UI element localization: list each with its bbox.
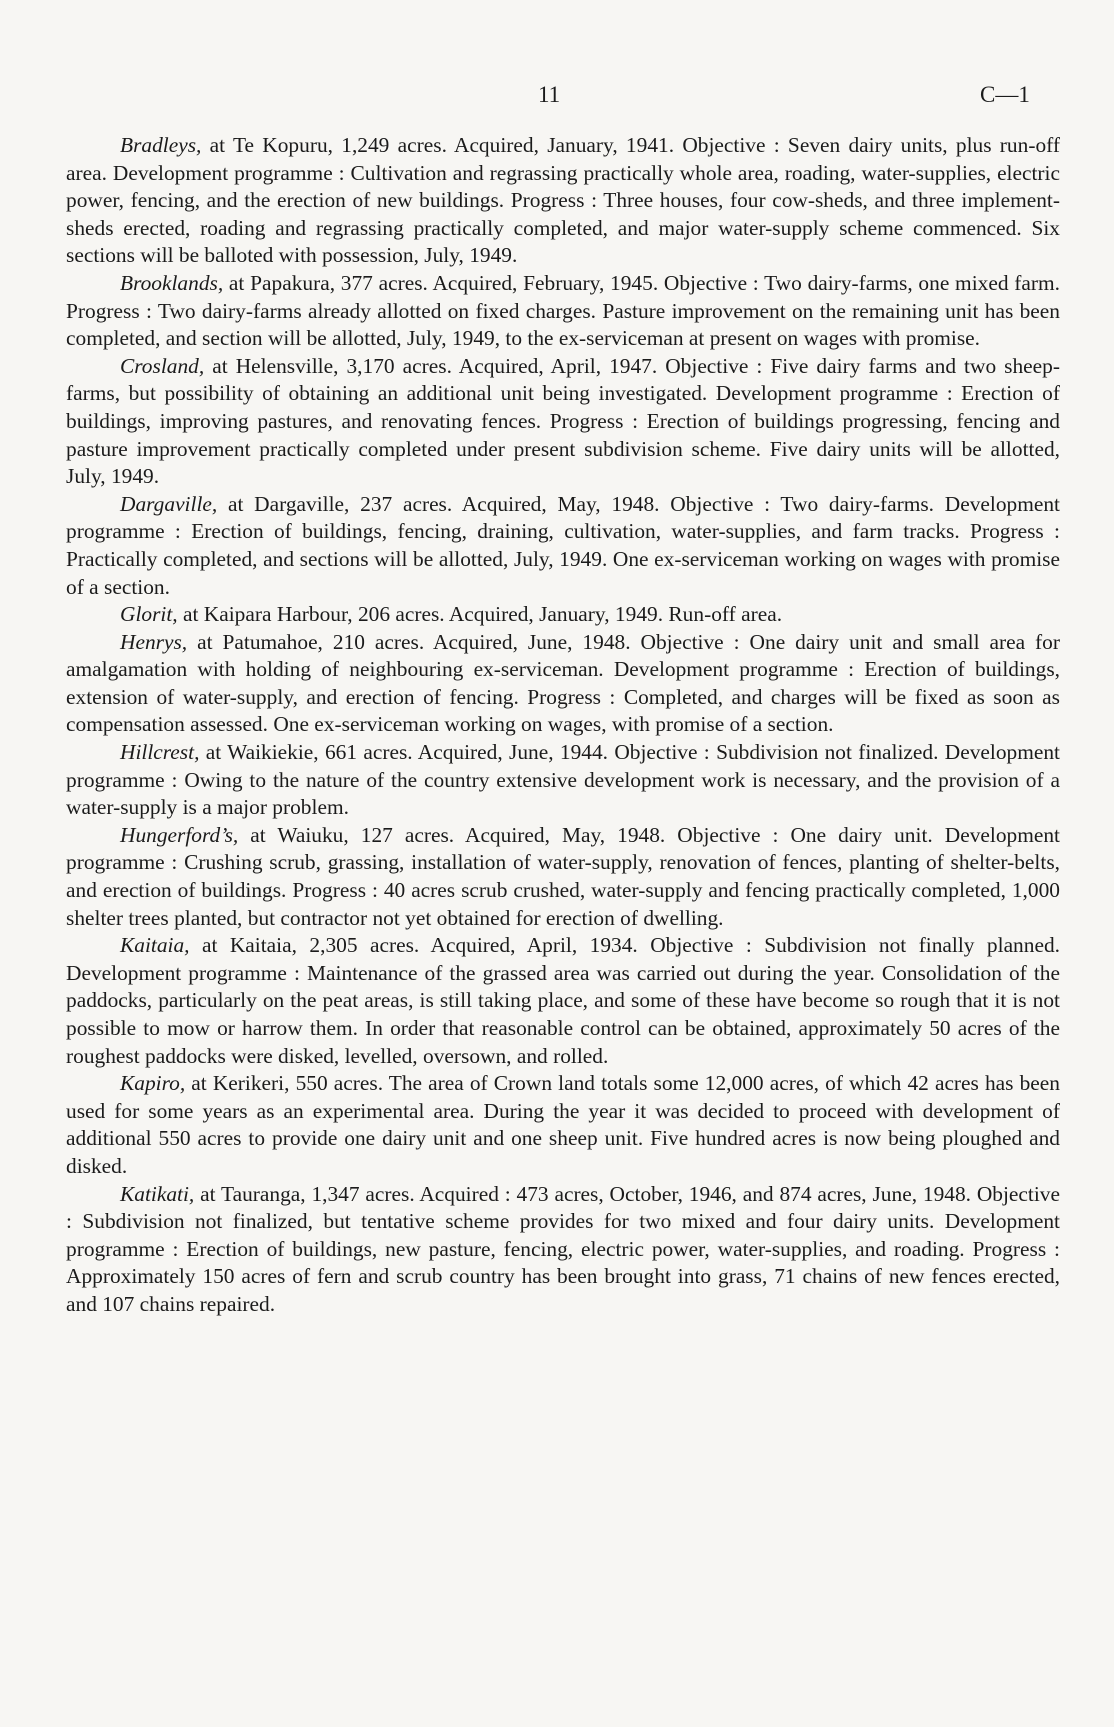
document-reference: C—1 xyxy=(980,82,1030,107)
entry-crosland xyxy=(66,353,1060,491)
entry-bradleys xyxy=(66,132,1060,270)
entry-kapiro xyxy=(66,1070,1060,1180)
entry-text: at Kerikeri, 550 acres. The area of Crown land totals some 12,000 acres, of which 42 acres has been used for some years as an experimental area. During the year it was decided to proceed with development of additional 550 acres to provide one dairy unit and one sheep unit. Five hundred acres is now being ploughed and disked. xyxy=(66,1071,1060,1178)
entry-text: at Patumahoe, 210 acres. Acquired, June, 1948. Objective : One dairy unit and small area for amalgamation with holding of neighbouring ex-serviceman. Development programme : Erection of buildings, extension of water-supply, and erection of fencing. Progress : Completed, and charges will be fixed as soon as compensation assessed. One ex-serviceman working on wages, with promise of a section. xyxy=(66,629,1060,737)
entry-name: Crosland, xyxy=(120,353,205,378)
entry-name: Katikati, xyxy=(120,1181,195,1206)
entry-hillcrest xyxy=(66,739,1060,822)
entry-text: at Waiuku, 127 acres. Acquired, May, 1948. Objective : One dairy unit. Development programme : Crushing scrub, grassing, installation of water-supply, renovation of fences, planting of shelter-belts, and erection of buildings. Progress : 40 acres scrub crushed, water-supply and fencing practically completed, 1,000 shelter trees planted, but contractor not yet obtained for erection of dwelling. xyxy=(66,822,1060,930)
entry-text: at Dargaville, 237 acres. Acquired, May, 1948. Objective : Two dairy-farms. Development programme : Erection of buildings, fencing, draining, cultivation, water-supplies, and farm tracks. Progress : Practically completed, and sections will be allotted, July, 1949. One ex-serviceman working on wages with promise of a section. xyxy=(66,491,1060,599)
document-body xyxy=(66,132,1060,1319)
entry-text: at Te Kopuru, 1,249 acres. Acquired, January, 1941. Objective : Seven dairy units, plus run-off area. Development programme : Cultivation and regrassing practically whole area, roading, water-supplies, electric power, fencing, and the erection of new buildings. Progress : Three houses, four cow-sheds, and three implement-sheds erected, roading and regrassing practically completed, and major water-supply scheme commenced. Six sections will be balloted with possession, July, 1949. xyxy=(66,133,1060,268)
entry-name: Henrys, xyxy=(120,629,188,654)
entry-name: Glorit, xyxy=(120,602,178,627)
entry-text: at Waikiekie, 661 acres. Acquired, June, 1944. Objective : Subdivision not finalized. Development programme : Owing to the nature of the country extensive development work is necessary, and the provision of a water-supply is a major problem. xyxy=(66,740,1060,820)
entry-text: at Kaipara Harbour, 206 acres. Acquired, January, 1949. Run-off area. xyxy=(177,602,783,627)
page-header xyxy=(0,64,1114,107)
entry-name: Kaitaia, xyxy=(120,933,190,958)
entry-name: Kapiro, xyxy=(120,1071,186,1096)
entry-name: Hungerford’s, xyxy=(120,822,239,847)
entry-dargaville xyxy=(66,491,1060,601)
entry-hungerfords xyxy=(66,822,1060,932)
entry-name: Bradleys, xyxy=(120,133,202,157)
entry-text: at Tauranga, 1,347 acres. Acquired : 473 acres, October, 1946, and 874 acres, June, 1948. Objective : Subdivision not finalized, but tentative scheme provides for two mixed and four dairy units. Development programme : Erection of buildings, new pasture, fencing, electric power, water-supplies, and roading. Progress : Approximately 150 acres of fern and scrub country has been brought into grass, 71 chains of new fences erected, and 107 chains repaired. xyxy=(66,1181,1060,1316)
entry-name: Dargaville, xyxy=(120,491,218,516)
entry-brooklands xyxy=(66,270,1060,353)
entry-name: Brooklands, xyxy=(120,270,224,295)
entry-name: Hillcrest, xyxy=(120,740,200,765)
entry-text: at Kaitaia, 2,305 acres. Acquired, April, 1934. Objective : Subdivision not finally planned. Development programme : Maintenance of the grassed area was carried out during the year. Consolidation of the paddocks, particularly on the peat areas, is still taking place, and some of these have become so rough that it is not possible to mow or harrow them. In order that reasonable control can be obtained, approximately 50 acres of the roughest paddocks were disked, levelled, oversown, and rolled. xyxy=(66,933,1060,1068)
entry-katikati xyxy=(66,1181,1060,1319)
entry-henrys xyxy=(66,629,1060,739)
entry-text: at Papakura, 377 acres. Acquired, February, 1945. Objective : Two dairy-farms, one mixed farm. Progress : Two dairy-farms already allotted on fixed charges. Pasture improvement on the remaining unit has been completed, and section will be allotted, July, 1949, to the ex-serviceman at present on wages with promise. xyxy=(66,270,1060,351)
entry-glorit xyxy=(66,601,1060,629)
entry-kaitaia xyxy=(66,932,1060,1070)
page-number: 11 xyxy=(538,82,561,107)
entry-text: at Helensville, 3,170 acres. Acquired, April, 1947. Objective : Five dairy farms and two sheep-farms, but possibility of obtaining an additional unit being investigated. Development programme : Erection of buildings, improving pastures, and renovating fences. Progress : Erection of buildings progressing, fencing and pasture improvement practically completed under present subdivision scheme. Five dairy units will be allotted, July, 1949. xyxy=(66,353,1060,489)
